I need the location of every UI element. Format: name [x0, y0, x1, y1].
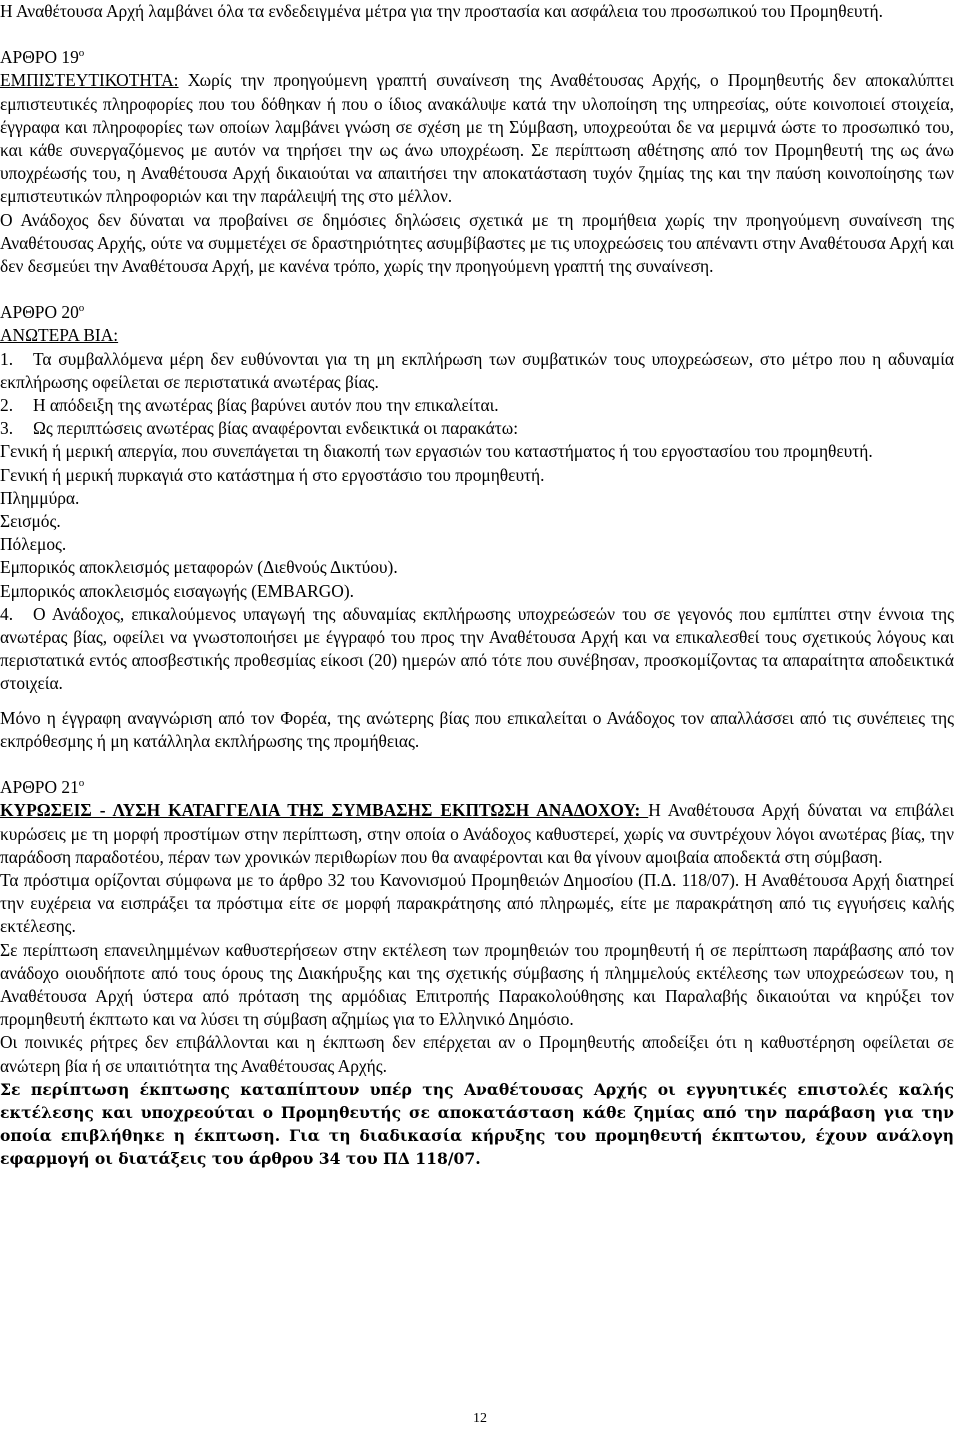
spacer	[0, 278, 960, 301]
article-21	[0, 776, 960, 1170]
case-item: Πόλεμος.	[0, 534, 67, 555]
article-19-body: ΕΜΠΙΣΤΕΥΤΙΚΟΤΗΤΑ: Χωρίς την προηγούμενη γραπτή συναίνεση της Αναθέτουσας Αρχής, ο Προμηθευτής δεν αποκαλύπτει εμπιστευτικές πληροφορίες που του δόθηκαν ή που ο ίδιος ανακάλυψε κατά την υλοποίηση της υπηρεσίας, ούτε κοινοποιεί στοιχεία, έγγραφα και πληροφορίες των οποίων λαμβάνει γνώση σε σχέση με τη Σύμβαση, υποχρεούται δε να μεριμνά ώστε το προσωπικό του, και κάθε συνεργαζόμενος με αυτόν να τηρήσει την ως άνω υποχρέωση. Σε περίπτωση αθέτησης από τον Προμηθευτή της ως άνω υποχρέωσής του, η Αναθέτουσα Αρχή δικαιούται να απαιτήσει την αποκατάσταση τυχόν ζημίας της και την παύση κοινοποίησης των εμπιστευτικών πληροφοριών και την παράλειψή της στο μέλλον.	[0, 70, 954, 207]
list-item: 1. Τα συμβαλλόμενα μέρη δεν ευθύνονται για τη μη εκπλήρωση των συμβατικών τους υποχρεώσεων, στο μέτρο που η αδυναμία εκπλήρωσης οφείλεται σε περιστατικά ανωτέρας βίας.	[0, 348, 954, 392]
article-20-closing: Μόνο η έγγραφη αναγνώριση από τον Φορέα, της ανώτερης βίας που επικαλείται ο Ανάδοχος τον απαλλάσσει από τις συνέπειες της εκπρόθεσμης ή μη κατάλληλα εκπλήρωσης της προμήθειας.	[0, 707, 954, 751]
page-number: 12	[473, 1411, 487, 1426]
spacer	[0, 753, 960, 776]
article-19-body-2: Ο Ανάδοχος δεν δύναται να προβαίνει σε δημόσιες δηλώσεις σχετικά με τη προμήθεια χωρίς την προηγούμενη συναίνεση της Αναθέτουσας Αρχής, ούτε να συμμετέχει σε δραστηριότητες ασυμβίβαστες με τις υποχρεώσεις του απέναντι στην Αναθέτουσα Αρχή και δεν δεσμεύει την Αναθέτουσα Αρχή, με κανένα τρόπο, χωρίς την προηγούμενη γραπτή της συναίνεση.	[0, 209, 954, 277]
article-title: ΚΥΡΩΣΕΙΣ - ΛΥΣΗ ΚΑΤΑΓΓΕΛΙΑ ΤΗΣ ΣΥΜΒΑΣΗΣ ΕΚΠΤΩΣΗ ΑΝΑΔΟΧΟΥ:	[0, 800, 649, 821]
article-21-paragraph: Οι ποινικές ρήτρες δεν επιβάλλονται και η έκπτωση δεν επέρχεται αν ο Προμηθευτής αποδείξει ότι η καθυστέρηση οφείλεται σε ανώτερη βία ή σε υπαιτιότητα της Αναθέτουσας Αρχής.	[0, 1032, 954, 1076]
article-title: ΑΝΩΤΕΡΑ ΒΙΑ:	[0, 325, 119, 346]
article-21-bold-paragraph: Σε περίπτωση έκπτωσης καταπίπτουν υπέρ της Αναθέτουσας Αρχής οι εγγυητικές επιστολές καλής εκτέλεσης και υποχρεούται ο Προμηθευτής σε αποκατάσταση κάθε ζημίας από την παράβαση για την οποία επιβλήθηκε η έκπτωση. Για τη διαδικασία κήρυξης του προμηθευτή έκπτωτου, έχουν ανάλογη εφαρμογή οι διατάξεις του άρθρου 34 του ΠΔ 118/07.	[0, 1079, 954, 1169]
case-item: Γενική ή μερική απεργία, που συνεπάγεται τη διακοπή των εργασιών του καταστήματος ή του εργοστασίου του προμηθευτή.	[0, 441, 873, 462]
case-item: Εμπορικός αποκλεισμός εισαγωγής (EMBARGO).	[0, 580, 354, 601]
article-heading: ΑΡΘΡΟ $19^o$	[0, 47, 85, 68]
article-heading: ΑΡΘΡΟ $20^o$	[0, 302, 85, 323]
intro-paragraph: Η Αναθέτουσα Αρχή λαμβάνει όλα τα ενδεδειγμένα μέτρα για την προστασία και ασφάλεια του προσωπικού του Προμηθευτή.	[0, 1, 883, 21]
article-19	[0, 46, 960, 278]
spacer	[0, 696, 960, 707]
article-21-body: ΚΥΡΩΣΕΙΣ - ΛΥΣΗ ΚΑΤΑΓΓΕΛΙΑ ΤΗΣ ΣΥΜΒΑΣΗΣ ΕΚΠΤΩΣΗ ΑΝΑΔΟΧΟΥ: Η Αναθέτουσα Αρχή δύναται να επιβάλει κυρώσεις με τη μορφή προστίμων στην περίπτωση, στην οποία ο Ανάδοχος καθυστερεί, χωρίς να συντρέχουν λόγοι ανωτέρας βίας, την παράδοση παραδοτέου, πέραν των χρονικών περιθωρίων που θα αναφέρονται και θα γίνουν αμοιβαία αποδεκτά στη σύμβαση.	[0, 800, 954, 867]
list-item: 4. Ο Ανάδοχος, επικαλούμενος υπαγωγή της αδυναμίας εκπλήρωσης υποχρεώσεών του σε γεγονός που εμπίπτει στην έννοια της ανωτέρας βίας, οφείλει να γνωστοποιήσει με έγγραφό του προς την Αναθέτουσα Αρχή και να επικαλεσθεί τους σχετικούς λόγους και περιστατικά εντός αποσβεστικής προθεσμίας είκοσι (20) ημερών από τότε που συνέβησαν, προσκομίζοντας τα απαραίτητα αποδεικτικά στοιχεία.	[0, 603, 954, 694]
article-21-paragraph: Τα πρόστιμα ορίζονται σύμφωνα με το άρθρο 32 του Κανονισμού Προμηθειών Δημοσίου (Π.Δ. 118/07). Η Αναθέτουσα Αρχή διατηρεί την ευχέρεια να εισπράξει τα πρόστιμα είτε σε μορφή παρακράτησης από πληρωμές, είτε με παρακράτηση από τις εγγυήσεις καλής εκτέλεσης.	[0, 869, 954, 937]
spacer	[0, 23, 960, 46]
article-heading: ΑΡΘΡΟ $21^o$	[0, 777, 85, 798]
article-20	[0, 301, 960, 753]
article-title: ΕΜΠΙΣΤΕΥΤΙΚΟΤΗΤΑ:	[0, 70, 179, 91]
case-item: Πλημμύρα.	[0, 487, 80, 508]
list-item: 2. Η απόδειξη της ανωτέρας βίας βαρύνει αυτόν που την επικαλείται.	[0, 395, 499, 416]
case-item: Σεισμός.	[0, 511, 61, 532]
case-item: Γενική ή μερική πυρκαγιά στο κατάστημα ή στο εργοστάσιο του προμηθευτή.	[0, 464, 545, 485]
article-21-paragraph: Σε περίπτωση επανειλημμένων καθυστερήσεων στην εκτέλεση των προμηθειών του προμηθευτή ή σε περίπτωση παράβασης από τον ανάδοχο οιουδήποτε από τους όρους της Διακήρυξης και της σχετικής σύμβασης ή πλημμελούς εκτέλεσης των υποχρεώσεων του, η Αναθέτουσα Αρχή ύστερα από πρόταση της αρμόδιας Επιτροπής Παρακολούθησης και Παραλαβής δικαιούται να κηρύξει τον προμηθευτή έκπτωτο και να λύσει τη σύμβαση αζημίως για το Ελληνικό Δημόσιο.	[0, 939, 954, 1030]
case-item: Εμπορικός αποκλεισμός μεταφορών (Διεθνούς Δικτύου).	[0, 557, 398, 578]
list-item: 3. Ως περιπτώσεις ανωτέρας βίας αναφέρονται ενδεικτικά οι παρακάτω:	[0, 418, 519, 439]
